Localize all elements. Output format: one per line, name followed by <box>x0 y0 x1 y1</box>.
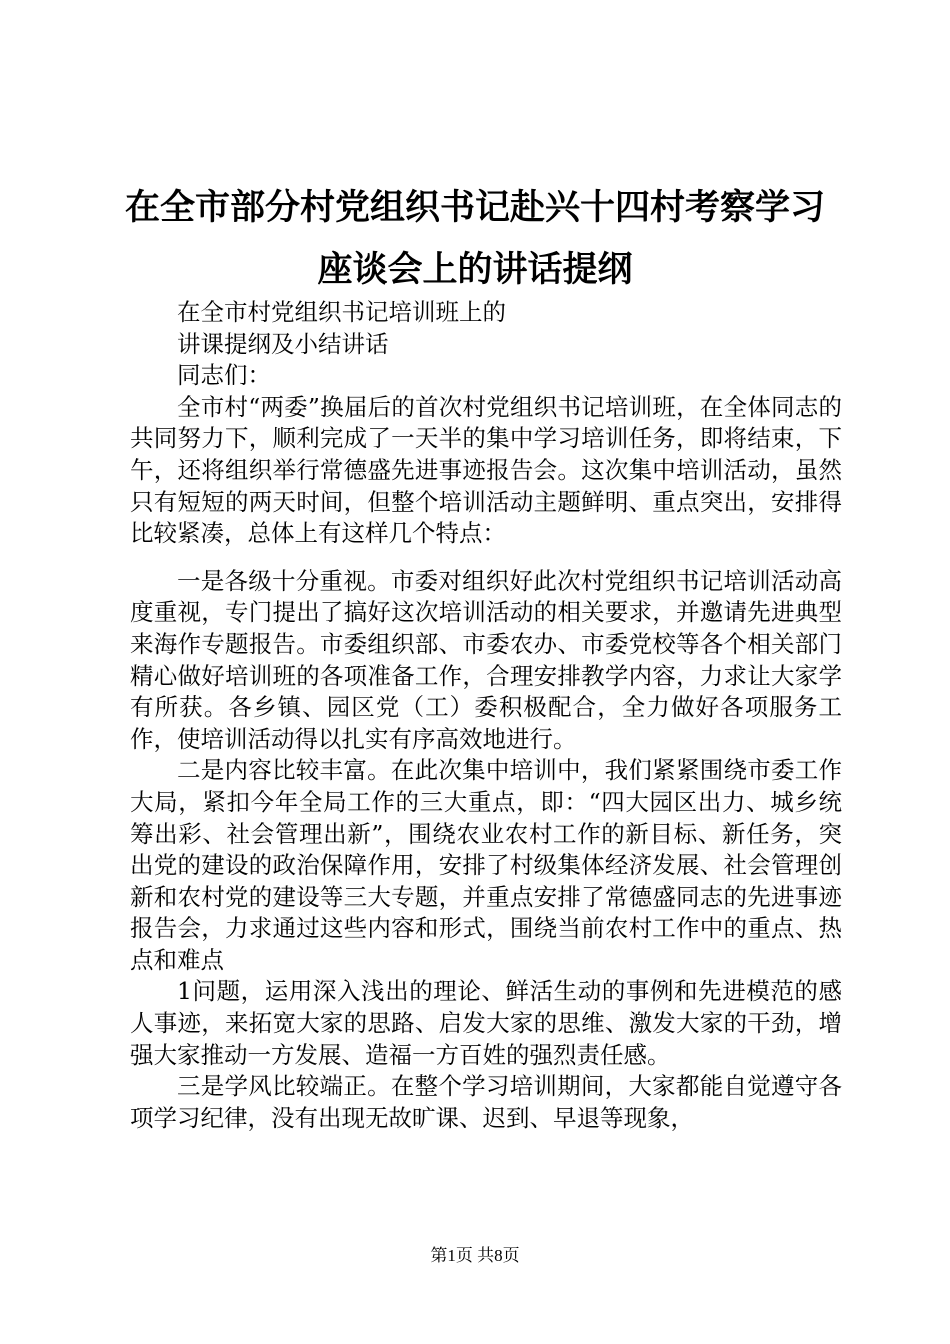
document-body <box>130 297 842 1134</box>
document-title-line-1: 在全市部分村党组织书记赴兴十四村考察学习 <box>124 187 825 228</box>
subtitle-line-1: 在全市村党组织书记培训班上的 <box>177 298 506 326</box>
paragraph-point-3: 三是学风比较端正。在整个学习培训期间，大家都能自觉遵守各项学习纪律，没有出现无故旷课、迟到、早退等现象， <box>130 1072 842 1132</box>
paragraph-point-2: 二是内容比较丰富。在此次集中培训中，我们紧紧围绕市委工作大局，紧扣今年全局工作的三大重点，即：“四大园区出力、城乡统筹出彩、社会管理出新”，围绕农业农村工作的新目标、新任务，突出党的建设的政治保障作用，安排了村级集体经济发展、社会管理创新和农村党的建设等三大专题，并重点安排了常德盛同志的先进事迹报告会，力求通过这些内容和形式，围绕当前农村工作中的重点、热点和难点 <box>130 756 842 974</box>
salutation: 同志们： <box>177 361 271 390</box>
document-title-line-2: 座谈会上的讲话提纲 <box>317 249 633 290</box>
page-footer: 第1页 共8页 <box>430 1246 520 1265</box>
paragraph-point-2-continued: 1问题，运用深入浅出的理论、鲜活生动的事例和先进模范的感人事迹，来拓宽大家的思路、启发大家的思维、激发大家的干劲，增强大家推动一方发展、造福一方百姓的强烈责任感。 <box>130 977 842 1069</box>
paragraph-point-1: 一是各级十分重视。市委对组织好此次村党组织书记培训活动高度重视，专门提出了搞好这次培训活动的相关要求，并邀请先进典型来海作专题报告。市委组织部、市委农办、市委党校等各个相关部门精心做好培训班的各项准备工作，合理安排教学内容，力求让大家学有所获。各乡镇、园区党（工）委积极配合，全力做好各项服务工作，使培训活动得以扎实有序高效地进行。 <box>130 566 842 753</box>
paragraph-intro: 全市村“两委”换届后的首次村党组织书记培训班，在全体同志的共同努力下，顺利完成了一天半的集中学习培训任务，即将结束，下午，还将组织举行常德盛先进事迹报告会。这次集中培训活动，虽然只有短短的两天时间，但整个培训活动主题鲜明、重点突出，安排得比较紧凑，总体上有这样几个特点： <box>130 392 842 548</box>
subtitle-line-2: 讲课提纲及小结讲话 <box>177 329 389 358</box>
